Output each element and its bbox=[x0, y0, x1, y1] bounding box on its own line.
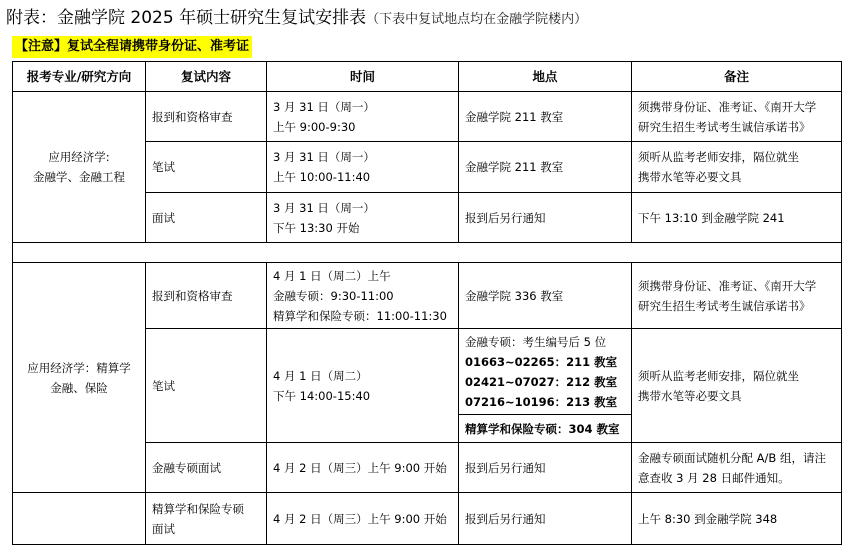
time-line: 精算学和保险专硕：11:00-11:30 bbox=[273, 308, 447, 323]
time-line: 4 月 1 日（周二）上午 bbox=[273, 268, 391, 283]
time-line: 3 月 31 日（周一） bbox=[273, 200, 375, 215]
remark-line: 须携带身份证、准考证、《南开大学 bbox=[638, 99, 817, 114]
major-cell-empty bbox=[13, 493, 146, 545]
remark-line: 研究生招生考试考生诚信承诺书》 bbox=[638, 119, 811, 134]
time-cell: 4 月 2 日（周三）上午 9:00 开始 bbox=[267, 493, 459, 545]
place-cell: 报到后另行通知 bbox=[459, 193, 632, 243]
remark-cell bbox=[632, 263, 842, 329]
time-cell bbox=[267, 193, 459, 243]
time-line: 3 月 31 日（周一） bbox=[273, 150, 375, 164]
separator-row bbox=[13, 243, 842, 263]
header-content: 复试内容 bbox=[146, 62, 267, 92]
place-line: 金融专硕：考生编号后 5 位 bbox=[465, 334, 607, 349]
time-cell bbox=[267, 329, 459, 443]
place-cell: 金融学院 211 教室 bbox=[459, 92, 632, 142]
major-line: 金融、保险 bbox=[50, 380, 108, 395]
notice-banner: 【注意】复试全程请携带身份证、准考证 bbox=[12, 36, 252, 58]
major-line: 应用经济学: bbox=[48, 150, 110, 164]
place-line: 02421~07027：212 教室 bbox=[465, 374, 618, 389]
header-row bbox=[13, 62, 842, 92]
remark-cell: 上午 8:30 到金融学院 348 bbox=[632, 493, 842, 545]
separator-cell bbox=[13, 243, 842, 263]
content-cell: 金融专硕面试 bbox=[146, 443, 267, 493]
header-place: 地点 bbox=[459, 62, 632, 92]
major-line: 应用经济学：精算学 bbox=[27, 360, 131, 375]
content-cell bbox=[146, 493, 267, 545]
time-line: 下午 13:30 开始 bbox=[273, 220, 360, 235]
content-line: 面试 bbox=[152, 521, 175, 536]
content-line: 精算学和保险专硕 bbox=[152, 501, 244, 516]
time-line: 3 月 31 日（周一） bbox=[273, 99, 375, 114]
remark-line: 须听从监考老师安排，隔位就坐 bbox=[638, 150, 799, 164]
place-cell: 报到后另行通知 bbox=[459, 493, 632, 545]
content-cell: 报到和资格审查 bbox=[146, 263, 267, 329]
content-cell: 面试 bbox=[146, 193, 267, 243]
place-cell: 金融学院 211 教室 bbox=[459, 142, 632, 193]
remark-cell bbox=[632, 142, 842, 193]
title-note: （下表中复试地点均在金融学院楼内） bbox=[366, 12, 588, 27]
remark-cell: 下午 13:10 到金融学院 241 bbox=[632, 193, 842, 243]
remark-line: 意查收 3 月 28 日邮件通知。 bbox=[638, 470, 790, 485]
time-cell bbox=[267, 92, 459, 142]
header-time: 时间 bbox=[267, 62, 459, 92]
remark-line: 研究生招生考试考生诚信承诺书》 bbox=[638, 298, 811, 313]
time-line: 4 月 1 日（周二） bbox=[273, 368, 368, 383]
place-line: 07216~10196：213 教室 bbox=[465, 394, 618, 409]
time-line: 上午 10:00-11:40 bbox=[273, 170, 371, 184]
content-cell: 报到和资格审查 bbox=[146, 92, 267, 142]
remark-cell bbox=[632, 92, 842, 142]
header-remark: 备注 bbox=[632, 62, 842, 92]
remark-line: 金融专硕面试随机分配 A/B 组，请注 bbox=[638, 450, 826, 465]
time-line: 下午 14:00-15:40 bbox=[273, 388, 371, 403]
remark-line: 携带水笔等必要文具 bbox=[638, 388, 742, 403]
table-row bbox=[13, 263, 842, 329]
place-line: 01663~02265：211 教室 bbox=[465, 354, 618, 369]
schedule-table bbox=[12, 61, 842, 545]
header-major: 报考专业/研究方向 bbox=[13, 62, 146, 92]
major-cell-actuarial bbox=[13, 263, 146, 493]
time-line: 金融专硕：9:30-11:00 bbox=[273, 288, 394, 303]
title-main: 附表：金融学院 2025 年硕士研究生复试安排表 bbox=[6, 8, 367, 28]
time-cell bbox=[267, 142, 459, 193]
remark-cell bbox=[632, 443, 842, 493]
remark-cell bbox=[632, 329, 842, 443]
content-cell: 笔试 bbox=[146, 142, 267, 193]
table-row bbox=[13, 493, 842, 545]
time-cell bbox=[267, 263, 459, 329]
place-cell-finance-exam bbox=[459, 329, 632, 415]
remark-line: 须听从监考老师安排，隔位就坐 bbox=[638, 368, 799, 383]
page-title bbox=[6, 4, 587, 32]
content-cell: 笔试 bbox=[146, 329, 267, 443]
place-cell: 金融学院 336 教室 bbox=[459, 263, 632, 329]
table-row bbox=[13, 92, 842, 142]
major-cell-finance bbox=[13, 92, 146, 243]
time-cell: 4 月 2 日（周三）上午 9:00 开始 bbox=[267, 443, 459, 493]
place-cell: 报到后另行通知 bbox=[459, 443, 632, 493]
remark-line: 须携带身份证、准考证、《南开大学 bbox=[638, 278, 817, 293]
remark-line: 携带水笔等必要文具 bbox=[638, 170, 742, 184]
place-cell-actuarial-exam: 精算学和保险专硕：304 教室 bbox=[459, 415, 632, 443]
major-line: 金融学、金融工程 bbox=[33, 170, 125, 184]
time-line: 上午 9:00-9:30 bbox=[273, 119, 356, 134]
